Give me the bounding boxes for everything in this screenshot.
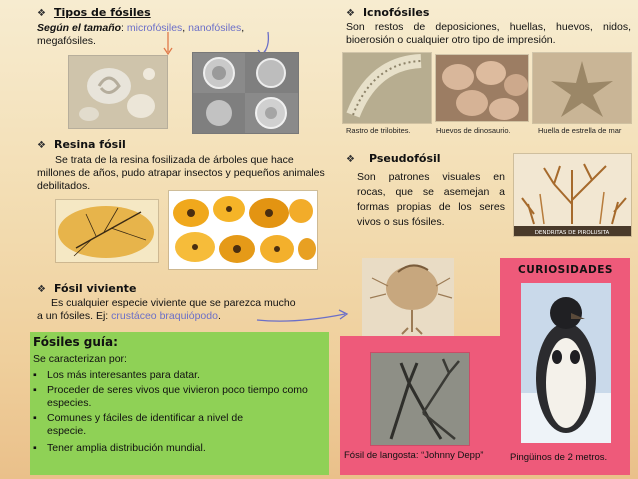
arrow-to-crustacean xyxy=(255,306,355,328)
diamond-bullet-icon: ❖ xyxy=(37,8,46,19)
tipos-title: Tipos de fósiles xyxy=(53,6,151,19)
tipos-tail: , xyxy=(241,22,245,34)
icno-title-row xyxy=(346,6,429,19)
microfossil-photo xyxy=(68,55,168,129)
amber-insects-photo xyxy=(168,190,318,270)
amber-mosquito-photo xyxy=(55,199,159,263)
caption-lobster: Fósil de langosta: “Johnny Depp” xyxy=(344,450,484,461)
diamond-bullet-icon: ❖ xyxy=(346,8,355,19)
list-item xyxy=(33,442,323,455)
viviente-title-row xyxy=(37,282,136,295)
guia-list xyxy=(33,369,323,455)
curiosidades-title: CURIOSIDADES xyxy=(518,264,613,276)
guia-item-2: Proceder de seres vivos que vivieron poco tiempo como especies. xyxy=(47,384,308,409)
pseudo-title: Pseudofósil xyxy=(368,152,441,165)
caption-trilobite: Rastro de trilobites. xyxy=(346,126,411,135)
guia-intro: Se caracterizan por: xyxy=(33,353,127,365)
resina-text: Se trata de la resina fosilizada de árboles que hace millones de años, pudo atrapar insectos y pequeños animales debilitados. xyxy=(37,154,325,192)
resina-title: Resina fósil xyxy=(53,138,126,151)
starfish-print-photo xyxy=(532,52,632,124)
diamond-bullet-icon: ❖ xyxy=(37,140,46,151)
nanofossil-photo xyxy=(192,52,299,134)
tipos-title-row xyxy=(37,6,151,19)
guia-title: Fósiles guía: xyxy=(33,335,118,349)
tipos-comma: , xyxy=(182,22,189,34)
square-bullet-icon: ▪ xyxy=(33,384,37,396)
square-bullet-icon: ▪ xyxy=(33,412,37,424)
guia-item-1: Los más interesantes para datar. xyxy=(47,369,200,381)
square-bullet-icon: ▪ xyxy=(33,369,37,381)
list-item xyxy=(33,412,323,438)
icno-title: Icnofósiles xyxy=(362,6,430,19)
crustacean-photo xyxy=(362,258,454,336)
list-item xyxy=(33,384,323,410)
resina-title-row xyxy=(37,138,126,151)
trilobite-trace-photo xyxy=(342,52,432,124)
icno-text: Son restos de deposiciones, huellas, huevos, nidos, bioerosión o cualquier otro tipo de impresión. xyxy=(346,21,631,46)
viviente-title: Fósil viviente xyxy=(53,282,137,295)
viviente-line2: a un fósiles. Ej: xyxy=(37,310,112,322)
square-bullet-icon: ▪ xyxy=(33,442,37,454)
dinosaur-eggs-photo xyxy=(435,54,529,122)
caption-penguin: Pingüinos de 2 metros. xyxy=(510,452,608,463)
viviente-line2-end: . xyxy=(217,310,221,322)
lobster-fossil-photo xyxy=(370,352,470,446)
tipos-line2: megafósiles. xyxy=(37,35,96,47)
caption-starfish: Huella de estrella de mar xyxy=(538,126,622,135)
tipos-colon: : xyxy=(121,22,127,34)
viviente-line1: Es cualquier especie viviente que se parezca mucho xyxy=(51,297,296,309)
caption-eggs: Huevos de dinosaurio. xyxy=(436,126,511,135)
microfosiles-link[interactable]: microfósiles xyxy=(126,22,183,34)
guia-item-4: Tener amplia distribución mundial. xyxy=(47,442,206,454)
pseudo-title-row xyxy=(346,152,441,165)
nanofosiles-link[interactable]: nanofósiles xyxy=(188,22,242,34)
dendrite-photo xyxy=(513,153,632,237)
penguin-photo xyxy=(521,283,611,443)
guia-item-3: Comunes y fáciles de identificar a nivel de especie. xyxy=(47,412,244,437)
diamond-bullet-icon: ❖ xyxy=(346,154,355,165)
braquiopodo-link[interactable]: crustáceo braquiópodo xyxy=(111,310,218,322)
tipos-label: Según el tamaño xyxy=(37,22,122,34)
diamond-bullet-icon: ❖ xyxy=(37,284,46,295)
fosiles-guia-box xyxy=(30,332,329,475)
pseudo-text: Son patrones visuales en rocas, que se asemejan a formas propias de los seres vivos o sus fósiles. xyxy=(357,171,505,228)
list-item xyxy=(33,369,323,382)
dendrite-label: DENDRITAS DE PIROLUSITA xyxy=(534,230,610,236)
